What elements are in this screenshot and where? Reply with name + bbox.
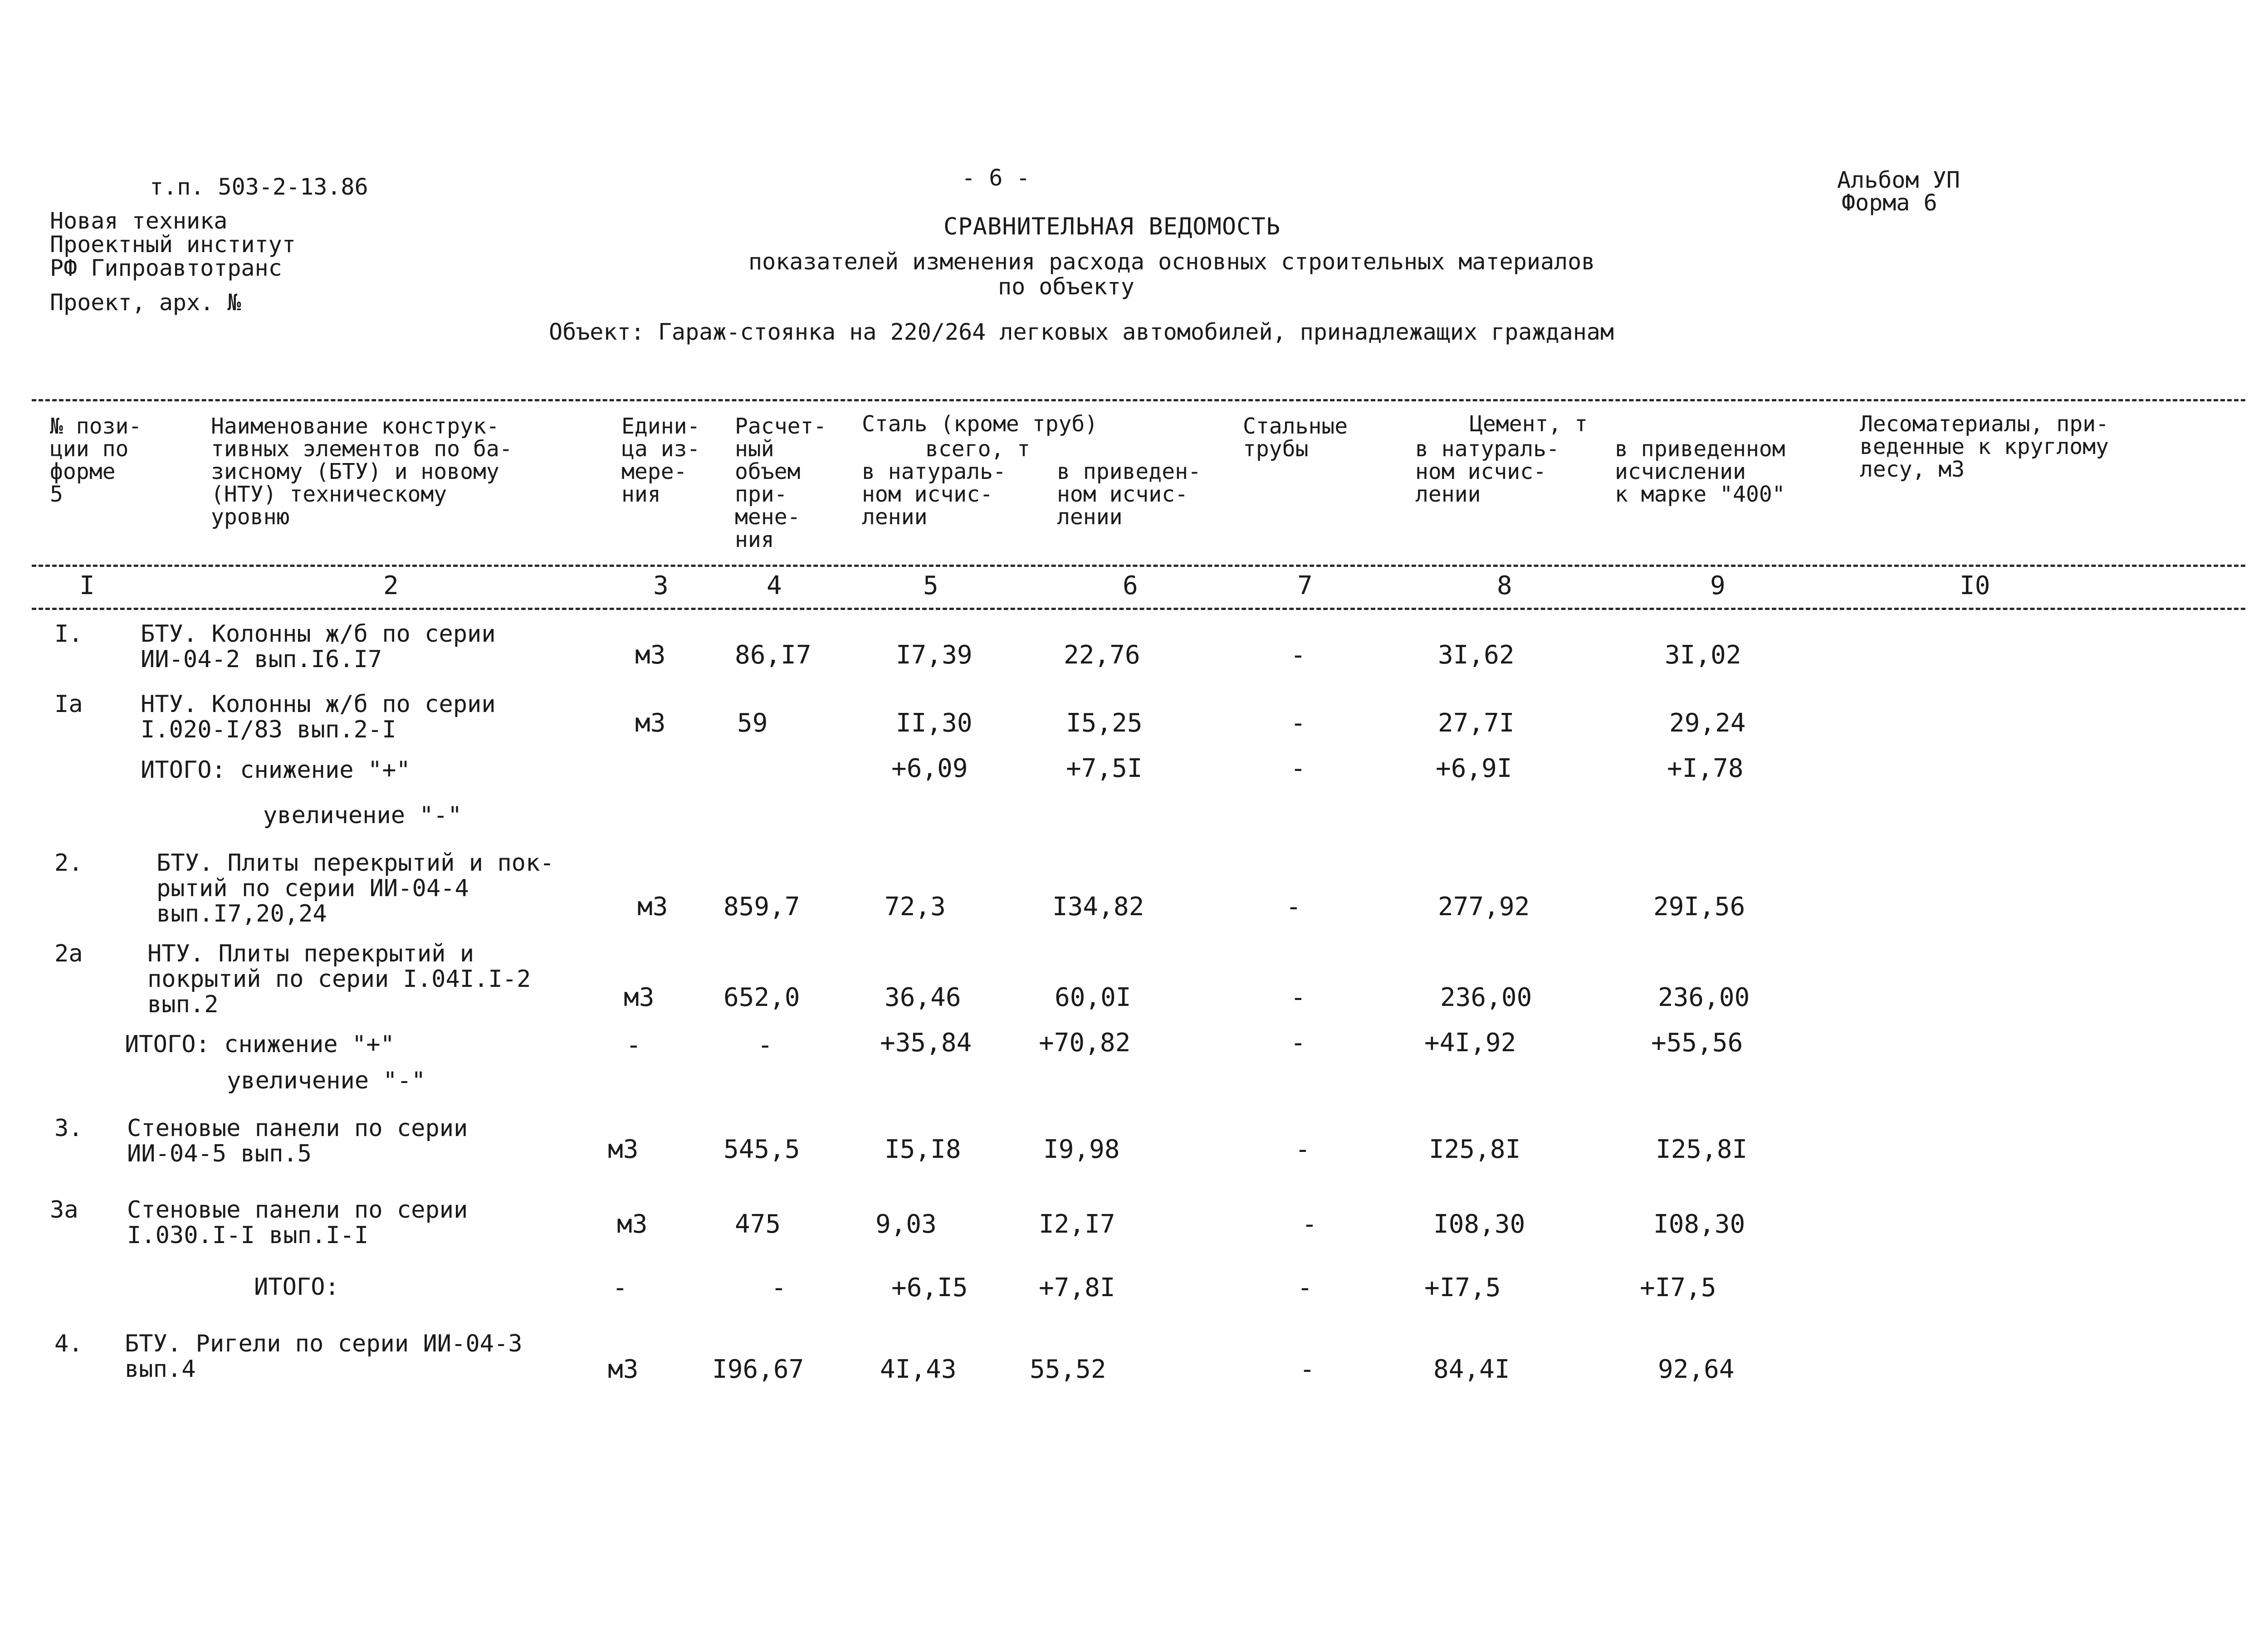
col-header-steel-reduced: в приведен- ном исчис- лении [1057, 459, 1201, 530]
row-pipes: - [1290, 640, 1306, 670]
col-number: 9 [1710, 571, 1725, 600]
row-position: 3а [50, 1196, 78, 1224]
row-name: увеличение "-" [263, 802, 462, 829]
row-volume: 859,7 [723, 892, 800, 922]
col-header-timber: Лесоматериалы, при- веденные к круглому лесу, м3 [1860, 411, 2109, 482]
row-position: 4. [54, 1330, 83, 1357]
row-name: ИТОГО: снижение "+" [125, 1031, 395, 1058]
row-unit: м3 [637, 892, 668, 922]
row-unit: м3 [635, 708, 666, 738]
row-cement-reduced: +I7,5 [1640, 1273, 1716, 1302]
row-name: Стеновые панели по серии ИИ-04-5 вып.5 [127, 1115, 468, 1167]
document-subtitle-2: по объекту [998, 273, 1135, 300]
row-name: НТУ. Плиты перекрытий и покрытий по серии I.04I.I-2 вып.2 [147, 940, 531, 1018]
col-header-steel-pipes: Стальные трубы [1243, 414, 1348, 462]
row-volume: 652,0 [723, 983, 800, 1012]
row-pipes: - [1286, 892, 1301, 922]
row-steel-natural: +35,84 [880, 1028, 972, 1058]
org-line-3: РФ Гипроавтотранс [50, 255, 282, 281]
row-pipes: - [1290, 983, 1306, 1012]
row-name: ИТОГО: [254, 1273, 339, 1301]
row-steel-natural: I5,I8 [885, 1135, 961, 1164]
row-steel-reduced: I34,82 [1052, 892, 1144, 922]
col-header-volume: Расчет- ный объем при- мене- ния [735, 414, 827, 552]
row-name: БТУ. Колонны ж/б по серии ИИ-04-2 вып.I6.I7 [141, 620, 496, 673]
row-position: 2. [54, 849, 83, 877]
row-steel-reduced: I5,25 [1066, 708, 1143, 738]
form-label: Форма 6 [1842, 190, 1937, 216]
col-number: 3 [653, 571, 669, 600]
row-unit: - [612, 1273, 628, 1302]
row-pipes: - [1300, 1355, 1315, 1384]
row-volume: 86,I7 [735, 640, 811, 670]
col-number: 2 [383, 571, 399, 600]
row-name: БТУ. Плиты перекрытий и пок- рытий по серии ИИ-04-4 вып.I7,20,24 [156, 849, 554, 927]
row-unit: - [626, 1030, 641, 1060]
row-position: 3. [54, 1115, 83, 1142]
object-description: Объект: Гараж-стоянка на 220/264 легковых автомобилей, принадлежащих гражданам [549, 319, 1614, 345]
row-cement-natural: 3I,62 [1438, 640, 1515, 670]
album-label: Альбом УП [1837, 167, 1960, 193]
row-cement-reduced: 3I,02 [1665, 640, 1741, 670]
document-subtitle: показателей изменения расхода основных строительных материалов [748, 249, 1595, 275]
row-cement-reduced: 236,00 [1658, 983, 1750, 1012]
row-cement-reduced: 29,24 [1669, 708, 1746, 738]
row-cement-natural: +6,9I [1436, 754, 1512, 783]
org-line-1: Новая техника [50, 208, 228, 234]
row-pipes: - [1290, 708, 1306, 738]
col-number: 4 [767, 571, 782, 600]
row-cement-reduced: 92,64 [1658, 1355, 1735, 1384]
col-number: 8 [1497, 571, 1512, 600]
row-steel-reduced: 22,76 [1064, 640, 1140, 670]
row-pipes: - [1302, 1210, 1317, 1239]
document-title: СРАВНИТЕЛЬНАЯ ВЕДОМОСТЬ [943, 213, 1281, 240]
header-bottom-rule [32, 565, 2245, 567]
col-header-position: № пози- ции по форме 5 [50, 414, 142, 507]
row-cement-natural: 236,00 [1440, 983, 1532, 1012]
row-position: 2а [54, 940, 83, 967]
row-pipes: - [1290, 754, 1306, 783]
row-name: БТУ. Ригели по серии ИИ-04-3 вып.4 [125, 1330, 523, 1383]
table-top-rule [32, 399, 2245, 401]
col-header-cement-reduced: в приведенном исчислении к марке "400" [1615, 436, 1785, 507]
row-steel-reduced: +70,82 [1039, 1028, 1131, 1058]
row-steel-natural: 4I,43 [880, 1355, 957, 1384]
row-volume: - [771, 1273, 787, 1302]
col-number: I0 [1960, 571, 1990, 600]
row-cement-reduced: I25,8I [1656, 1135, 1748, 1164]
row-steel-reduced: I9,98 [1043, 1135, 1120, 1164]
row-unit: м3 [635, 640, 666, 670]
row-steel-reduced: +7,8I [1039, 1273, 1115, 1302]
col-number: I [79, 571, 95, 600]
row-name: НТУ. Колонны ж/б по серии I.020-I/83 вып.2-I [141, 691, 496, 743]
row-unit: м3 [608, 1355, 639, 1384]
row-steel-natural: II,30 [896, 708, 973, 738]
col-header-steel-natural: в натураль- ном исчис- лении [862, 459, 1006, 530]
col-header-cement-group: Цемент, т [1470, 411, 1588, 437]
row-cement-natural: 84,4I [1433, 1355, 1510, 1384]
row-name: ИТОГО: снижение "+" [141, 756, 411, 784]
row-cement-natural: 27,7I [1438, 708, 1515, 738]
col-number: 7 [1297, 571, 1313, 600]
col-header-steel-total: всего, т [925, 436, 1031, 462]
row-pipes: - [1290, 1028, 1306, 1058]
row-unit: м3 [617, 1210, 648, 1239]
col-header-name: Наименование конструк- тивных элементов по ба- зисному (БТУ) и новому (НТУ) техническому уровню [211, 414, 513, 530]
row-name: увеличение "-" [227, 1067, 426, 1094]
row-steel-natural: +6,I5 [891, 1273, 968, 1302]
page-number: - 6 - [962, 165, 1030, 191]
row-unit: м3 [608, 1135, 639, 1164]
row-steel-natural: +6,09 [891, 754, 968, 783]
document-number: т.п. 503-2-13.86 [150, 174, 368, 200]
row-steel-reduced: +7,5I [1066, 754, 1143, 783]
row-unit: м3 [624, 983, 655, 1012]
row-position: I. [54, 620, 83, 648]
row-cement-natural: 277,92 [1438, 892, 1530, 922]
row-position: Iа [54, 691, 83, 718]
col-header-steel-group: Сталь (кроме труб) [862, 411, 1098, 437]
row-pipes: - [1297, 1273, 1313, 1302]
row-steel-natural: 72,3 [885, 892, 946, 922]
project-archive: Проект, арх. № [50, 289, 241, 316]
row-pipes: - [1295, 1135, 1310, 1164]
row-name: Стеновые панели по серии I.030.I-I вып.I-I [127, 1196, 468, 1249]
col-number: 5 [923, 571, 938, 600]
row-volume: 545,5 [723, 1135, 800, 1164]
row-steel-reduced: 60,0I [1055, 983, 1131, 1012]
column-numbers-rule [32, 608, 2245, 610]
row-cement-natural: I25,8I [1429, 1135, 1521, 1164]
row-cement-natural: I08,30 [1433, 1210, 1525, 1239]
row-cement-reduced: +55,56 [1651, 1028, 1743, 1058]
col-header-cement-natural: в натураль- ном исчис- лении [1415, 436, 1559, 507]
row-volume: 59 [737, 708, 768, 738]
row-volume: 475 [735, 1210, 781, 1239]
col-header-unit: Едини- ца из- мере- ния [621, 414, 700, 507]
row-volume: I96,67 [712, 1355, 804, 1384]
col-number: 6 [1123, 571, 1138, 600]
row-steel-reduced: 55,52 [1030, 1355, 1106, 1384]
row-volume: - [758, 1030, 773, 1060]
row-cement-natural: +I7,5 [1424, 1273, 1501, 1302]
row-steel-natural: 36,46 [885, 983, 961, 1012]
row-cement-reduced: I08,30 [1653, 1210, 1745, 1239]
row-cement-reduced: 29I,56 [1653, 892, 1745, 922]
org-line-2: Проектный институт [50, 231, 296, 258]
row-cement-natural: +4I,92 [1424, 1028, 1516, 1058]
row-cement-reduced: +I,78 [1667, 754, 1744, 783]
row-steel-natural: I7,39 [896, 640, 973, 670]
row-steel-reduced: I2,I7 [1039, 1210, 1115, 1239]
row-steel-natural: 9,03 [875, 1210, 937, 1239]
